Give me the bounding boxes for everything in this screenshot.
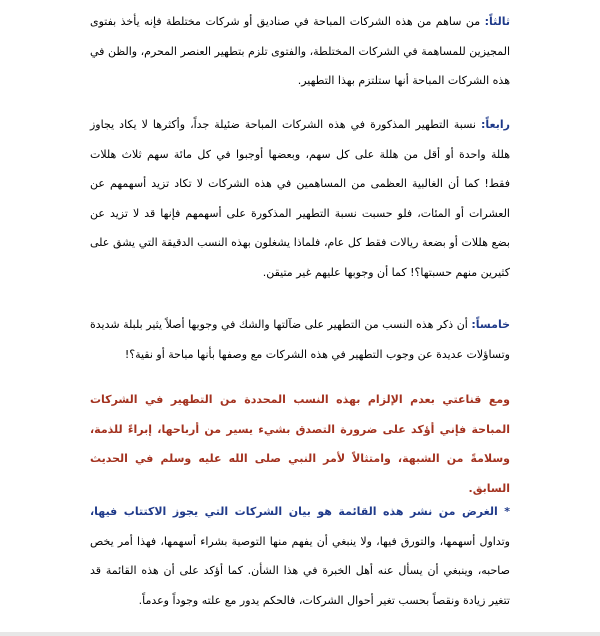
paragraph-fifth-label: خامساً:: [471, 318, 510, 331]
page-bottom-divider: [0, 632, 600, 636]
paragraph-fourth: [90, 110, 510, 287]
paragraph-fourth-label: رابعاً:: [481, 118, 510, 131]
paragraph-purpose-text: وتداول أسهمها، والتورق فيها، ولا ينبغي أن يفهم منها التوصية بشراء أسهمها، فهذا أمر يخص صاحبه، وينبغي أن يسأل عنه أهل الخبرة في هذا الشأن. كما أؤكد على أن هذه القائمة قد تتغير زيادة ونقصاً بحسب تغير أحوال الشركات، فالحكم يدور مع علته وجوداً وعدماً.: [90, 534, 510, 607]
paragraph-fourth-text: نسبة التطهير المذكورة في هذه الشركات المباحة ضئيلة جداً، وأكثرها لا يكاد يجاوز هللة واحدة أو أقل من هللة على كل سهم، وبعضها أوجبوا في كل مائة سهم ثلاث هللات فقط! كما أن الغالبية العظمى من المساهمين في هذه الشركات لا تكاد تزيد أسهمهم عن العشرات أو المئات، فلو حسبت نسبة التطهير المذكورة على أسهمهم فإنها قد لا تزيد عن بضع هللات أو بضعة ريالات فقط كل عام، فلماذا يشغلون بهذه النسب الدقيقة التي يشق على كثيرين منهم حسبتها؟! كما أن وجوبها عليهم غير متيقن.: [90, 118, 510, 279]
paragraph-conviction: [90, 385, 510, 503]
paragraph-third-label: ثالثاً:: [484, 15, 510, 28]
paragraph-fifth: [90, 310, 510, 369]
paragraph-conviction-text: ومع قناعتي بعدم الإلزام بهذه النسب المحددة من التطهير في الشركات المباحة فإني أؤكد على ضرورة التصدق بشيء يسير من أرباحها، إبراءً للذمة، وسلامةً من الشبهة، وامتثالاً لأمر النبي صلى الله عليه وسلم في الحديث السابق.: [90, 393, 510, 495]
paragraph-purpose-label: * الغرض من نشر هذه القائمة هو بيان الشركات التي يجوز الاكتتاب فيها،: [90, 505, 510, 518]
paragraph-third-text: من ساهم من هذه الشركات المباحة في صناديق أو شركات مختلطة فإنه يأخذ بفتوى المجيزين للمساهمة في الشركات المختلطة، والفتوى تلزم بتطهير العنصر المحرم، والظن في هذه الشركات المباحة أنها ستلتزم بهذا التطهير.: [90, 15, 510, 87]
paragraph-third: [90, 7, 510, 96]
paragraph-purpose: [90, 497, 510, 615]
paragraph-fifth-text: أن ذكر هذه النسب من التطهير على ضآلتها والشك في وجوبها أصلاً يثير بلبلة شديدة وتساؤلات عديدة عن وجوب التطهير في هذه الشركات مع وصفها بأنها مباحة أو نقية؟!: [90, 318, 510, 361]
